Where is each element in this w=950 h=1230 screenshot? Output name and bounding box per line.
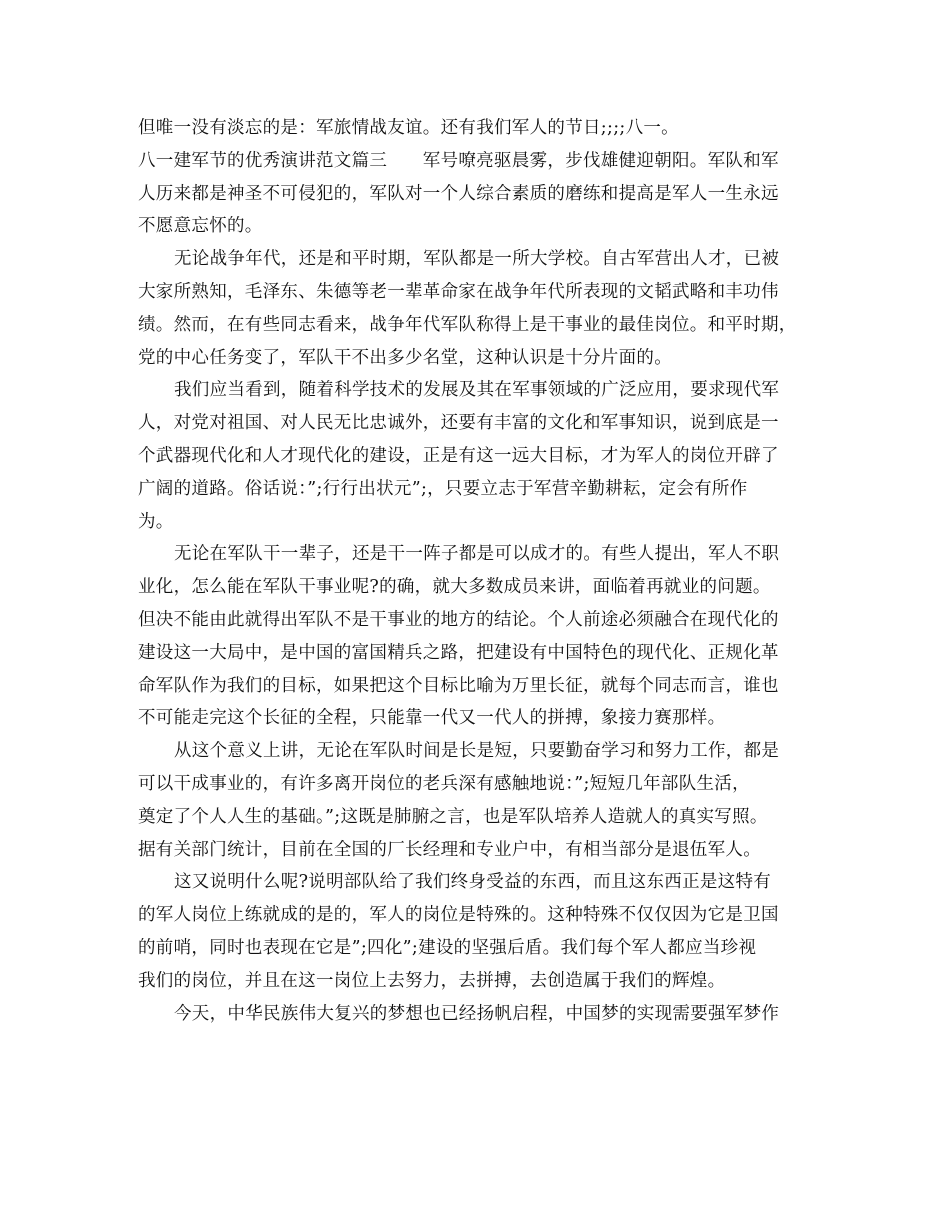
text-line: 业化，怎么能在军队干事业呢?的确，就大多数成员来讲，面临着再就业的问题。 bbox=[138, 577, 771, 598]
text-line: 人，对党对祖国、对人民无比忠诚外，还要有丰富的文化和军事知识，说到底是一 bbox=[138, 413, 779, 434]
text-line: 个武器现代化和人才现代化的建设，正是有这一远大目标，才为军人的岗位开辟了 bbox=[138, 445, 779, 466]
text-line: 党的中心任务变了，军队干不出多少名堂，这种认识是十分片面的。 bbox=[138, 347, 672, 368]
text-line: 不愿意忘怀的。 bbox=[138, 216, 263, 237]
text-line: 我们应当看到，随着科学技术的发展及其在军事领域的广泛应用，要求现代军 bbox=[174, 380, 780, 401]
text-line: 无论在军队干一辈子，还是干一阵子都是可以成才的。有些人提出，军人不职 bbox=[174, 544, 780, 565]
text-line: 奠定了个人人生的基础。”;这既是肺腑之言，也是军队培养人造就人的真实写照。 bbox=[138, 806, 768, 827]
text-line: 据有关部门统计，目前在全国的厂长经理和专业户中，有相当部分是退伍军人。 bbox=[138, 839, 761, 860]
text-line: 无论战争年代，还是和平时期，军队都是一所大学校。自古军营出人才，已被 bbox=[174, 249, 780, 270]
document-body bbox=[138, 112, 820, 1030]
text-line: 人历来都是神圣不可侵犯的，军队对一个人综合素质的磨练和提高是军人一生永远 bbox=[138, 183, 779, 204]
text-line: 不可能走完这个长征的全程，只能靠一代又一代人的拼搏，象接力赛那样。 bbox=[138, 708, 726, 729]
text-line: 绩。然而，在有些同志看来，战争年代军队称得上是干事业的最佳岗位。和平时期， bbox=[138, 314, 797, 335]
text-line: 的前哨，同时也表现在它是”;四化”;建设的坚强后盾。我们每个军人都应当珍视 bbox=[138, 937, 757, 958]
text-line: 广阔的道路。俗话说：”;行行出状元”;，只要立志于军营辛勤耕耘，定会有所作 bbox=[138, 478, 748, 499]
text-line: 的军人岗位上练就成的是的，军人的岗位是特殊的。这种特殊不仅仅因为它是卫国 bbox=[138, 905, 779, 926]
text-line: 从这个意义上讲，无论在军队时间是长是短，只要勤奋学习和努力工作，都是 bbox=[174, 741, 780, 762]
text-line: 但唯一没有淡忘的是：军旅情战友谊。还有我们军人的节日;;;;八一。 bbox=[138, 118, 679, 138]
text-line: 可以干成事业的，有许多离开岗位的老兵深有感触地说：”;短短几年部队生活， bbox=[138, 773, 750, 794]
text-line: 但决不能由此就得出军队不是干事业的地方的结论。个人前途必须融合在现代化的 bbox=[138, 609, 779, 630]
text-line: 八一建军节的优秀演讲范文篇三 军号嘹亮驱晨雾，步伐雄健迎朝阳。军队和军 bbox=[138, 150, 779, 171]
text-line: 为。 bbox=[138, 511, 174, 532]
text-line: 命军队作为我们的目标，如果把这个目标比喻为万里长征，就每个同志而言，谁也 bbox=[138, 675, 779, 696]
text-line: 我们的岗位，并且在这一岗位上去努力，去拼搏，去创造属于我们的辉煌。 bbox=[138, 970, 726, 991]
text-line: 今天，中华民族伟大复兴的梦想也已经扬帆启程，中国梦的实现需要强军梦作 bbox=[174, 1003, 780, 1024]
text-line: 大家所熟知，毛泽东、朱德等老一辈革命家在战争年代所表现的文韬武略和丰功伟 bbox=[138, 281, 779, 302]
text-line: 这又说明什么呢?说明部队给了我们终身受益的东西，而且这东西正是这特有 bbox=[174, 872, 772, 893]
text-line: 建设这一大局中，是中国的富国精兵之路，把建设有中国特色的现代化、正规化革 bbox=[138, 642, 779, 663]
